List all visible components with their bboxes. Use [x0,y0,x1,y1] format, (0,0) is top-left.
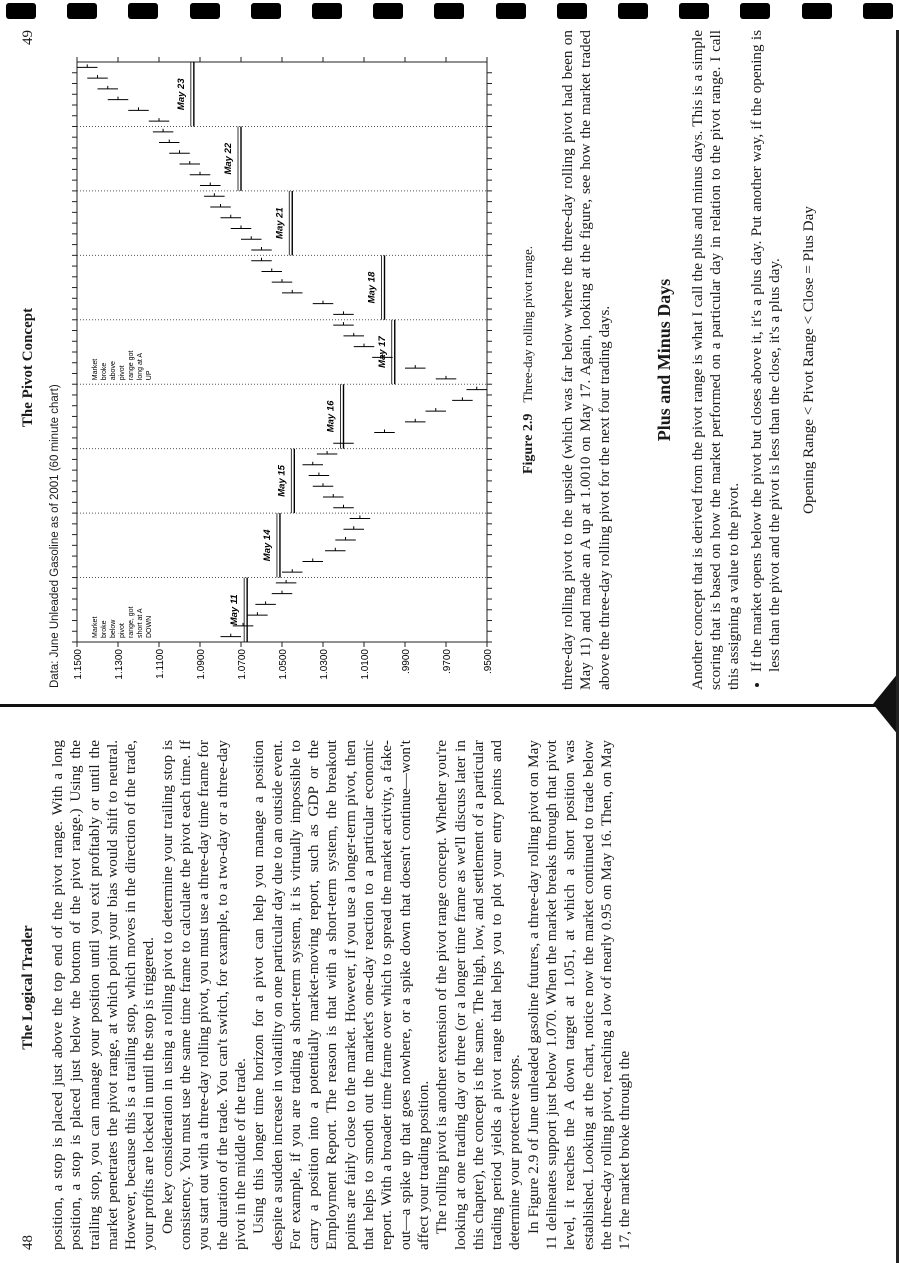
binding-hole [557,3,587,19]
chart-title: Data: June Unleaded Gasoline as of 2001 (60 minute chart) [49,384,61,688]
spiral-binding [0,0,899,24]
binding-hole [802,3,832,19]
paragraph: In Figure 2.9 of June unleaded gasoline futures, a three-day rolling pivot on May 11 delineates support just below 1.070. When the market breaks through that pivot level, it reaches the A down target at 1.051, at which a short position was established. Looking at the chart, notice now the market continued to trade below the three-day rolling pivot, reaching a low of nearly 0.95 on May 16. Then, on May 17, the market broke through the [524,740,634,1250]
annotation-text: Market [92,616,99,638]
figure-caption-text: Three-day rolling pivot range. [520,245,535,403]
binding-hole [618,3,648,19]
y-tick-label: 1.0900 [196,649,207,680]
annotation-text: below [110,619,117,638]
book-title: The Logical Trader [20,925,36,1050]
day-label: May 14 [261,529,273,562]
annotation-text: range got [128,350,135,381]
figure-caption [520,30,537,690]
y-tick-label: 1.1100 [155,649,166,679]
binding-hole [128,3,158,19]
paragraph: Using this longer time horizon for a pivot can help you manage a position despite a sudden increase in volatility on one particular day due to an outside event. For example, if you are trading a short-term system, it is virtually impossible to carry a position into a potentially market-moving report, such as GDP or the Employment Report. The reason is that with a short-term system, the breakout points are fairly close to the market. However, if you use a longer-term pivot, then that helps to smooth out the market's one-day reaction to a particular economic report. With a broader time frame over which to spread the market activity, a fake-out—a spike up that goes nowhere, or a spike down that doesn't continue—won't affect your trading position. [250,740,432,1250]
y-tick-label: .9700 [442,649,453,675]
day-label: May 15 [276,465,288,497]
annotation-text: pivot [119,623,126,638]
page-number: 48 [20,1235,36,1250]
y-tick-label: .9900 [401,649,412,675]
binding-hole [190,3,220,19]
section-body [689,30,744,690]
binding-hole [6,3,36,19]
day-label: May 18 [366,271,378,304]
pivot-chart [67,50,507,690]
page-gutter [0,704,899,707]
y-tick-label: .9500 [483,649,494,675]
binding-hole [251,3,281,19]
page-48 [20,740,634,1250]
running-head [20,30,37,690]
annotation-text: broke [101,362,108,381]
binding-hole [67,3,97,19]
binding-hole [312,3,342,19]
binding-hole [496,3,526,19]
page-number: 49 [20,30,36,46]
annotation-text: Market [92,358,99,381]
annotation-text: range, got [128,606,135,638]
body-text [559,30,614,690]
binding-hole [863,3,893,19]
page-49 [20,30,880,690]
section-heading: Plus and Minus Days [653,278,674,442]
day-label: May 23 [175,78,187,111]
figure-2-9 [49,50,512,690]
annotation-text: above [110,361,117,381]
annotation-text: broke [101,620,108,638]
y-tick-label: 1.0100 [360,649,371,680]
paragraph: One key consideration in using a rolling pivot to determine your trailing stop is consistency. You must use the same time frame to calculate the pivot each time. If you start out with a three-day rolling pivot, you must use a three-day time frame for the duration of the trade. You can't switch, for example, to a two-day or a three-day pivot in the middle of the trade. [158,740,249,1250]
paragraph: The rolling pivot is another extension of the pivot range concept. Whether you're looking at one trading day or three (or a longer time frame as we'll discuss later in this chapter), the concept is the same. The high, low, and settlement of a particular trading period yields a pivot range that helps you to plot your entry points and determine your protective stops. [433,740,524,1250]
paragraph: Another concept that is derived from the pivot range is what I call the plus and minus days. This is a simple scoring that is based on how the market performed on a particular day in relation to the pivot range. I call this assigning a value to the pivot. [688,30,743,690]
figure-label: Figure 2.9 [521,413,536,475]
annotation-text: long at A [137,352,144,381]
annotation-text: UP [146,370,153,381]
binding-hole [434,3,464,19]
day-label: May 11 [229,594,241,626]
paragraph: position, a stop is placed just above the top end of the pivot range. With a long position, a stop is placed just below the bottom of the pivot range.) Using the trailing stop, you can manage your position until you exit profitably or until the market penetrates the pivot range, at which point your bias would shift to neutral. However, because this is a trailing stop, which moves in the direction of the trade, your profits are locked in until the stop is triggered. [49,740,158,1250]
binding-hole [373,3,403,19]
annotation-text: DOWN [146,615,153,638]
running-head [20,740,37,1250]
y-tick-label: 1.1300 [114,649,125,680]
y-tick-label: 1.0300 [319,649,330,680]
binding-hole [740,3,770,19]
day-label: May 22 [223,142,234,175]
annotation-text: short at A [137,608,144,638]
formula: Opening Range < Pivot Range < Close = Plus Day [800,206,818,514]
paragraph: three-day rolling pivot to the upside (which was far below where the three-day rolling pivot had been on May 11) and made an A up at 1.0010 on May 17. Again, looking at the figure, see how the market traded above the three-day rolling pivot for the next four trading days. [559,30,613,690]
day-label: May 16 [325,400,337,433]
day-label: May 17 [376,336,388,368]
annotation-text: pivot [119,365,126,381]
binding-hole [679,3,709,19]
y-tick-label: 1.0500 [278,649,289,680]
y-tick-label: 1.0700 [237,649,248,680]
body-text [49,740,635,1250]
y-tick-label: 1.1500 [73,649,84,680]
day-label: May 21 [274,207,286,239]
bullet-list [748,30,785,690]
chapter-title: The Pivot Concept [20,307,36,428]
bullet-item: • If the market opens below the pivot but closes above it, it's a plus day. Put another way, if the opening is less than the pivot and the pivot is less than the close, it's a plus day. [748,30,785,672]
